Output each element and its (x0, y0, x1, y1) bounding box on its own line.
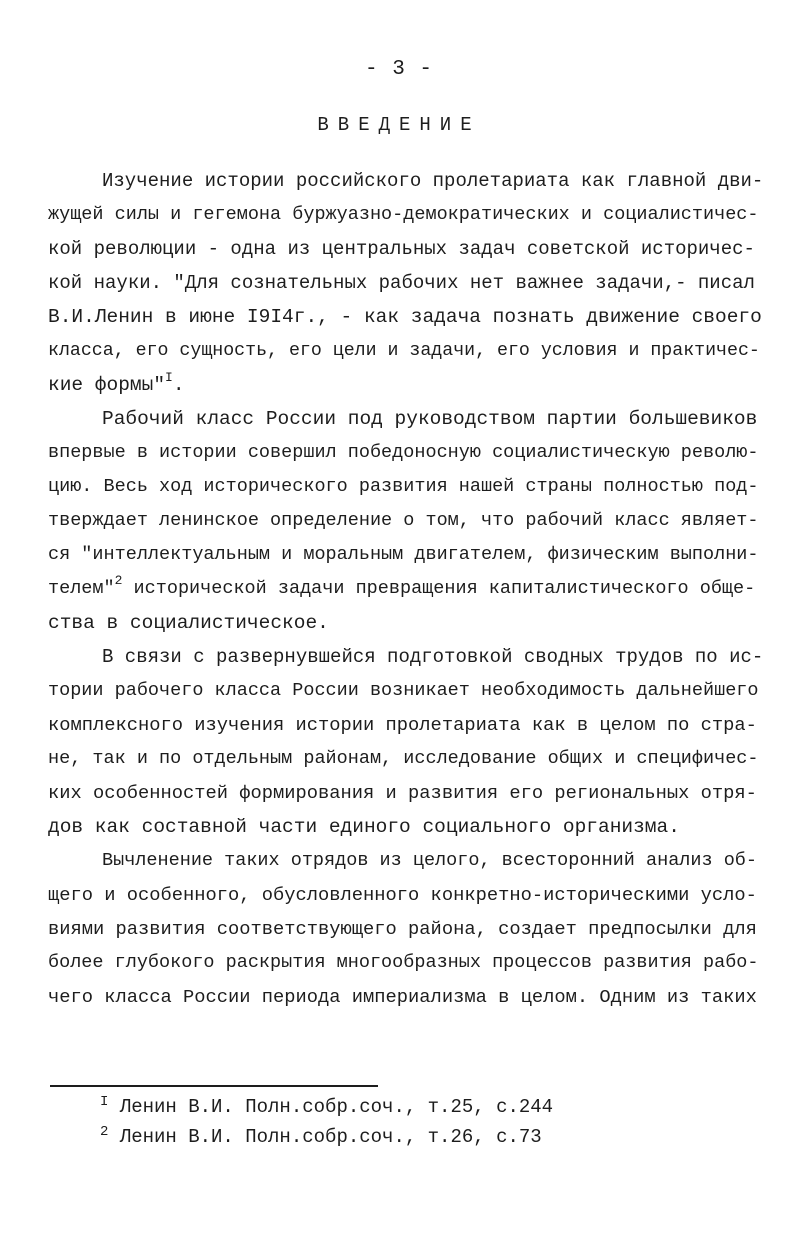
text-line: виями развития соответствующего района, создает предпосылки для (48, 918, 757, 940)
body-text (48, 164, 763, 1014)
text-line: более глубокого раскрытия многообразных процессов развития рабо- (48, 952, 759, 973)
text-line: жущей силы и гегемона буржуазно-демократических и социалистичес- (48, 204, 759, 225)
text-line: кие формы"$^I$. (48, 370, 185, 396)
text-line: щего и особенного, обусловленного конкретно-историческими усло- (48, 884, 757, 906)
text-line: дов как составной части единого социального организма. (48, 816, 680, 838)
text-line: ся "интеллектуальным и моральным двигателем, физическим выполни- (48, 544, 759, 565)
text-line: не, так и по отдельным районам, исследование общих и специфичес- (48, 748, 759, 769)
text-line: класса, его сущность, его цели и задачи, его условия и практичес- (48, 341, 760, 361)
footnote-ref: 2 (114, 573, 123, 588)
footnote-divider (50, 1085, 378, 1087)
text-line: чего класса России периода империализма в целом. Одним из таких (48, 986, 757, 1008)
text-line: кой науки. "Для сознательных рабочих нет важнее задачи,- писал (48, 272, 755, 294)
text-line: В связи с развернувшейся подготовкой сводных трудов по ис- (102, 646, 764, 668)
text-line: тории рабочего класса России возникает необходимость дальнейшего (48, 680, 759, 701)
footnote-ref: I (165, 370, 173, 385)
text-line: комплексного изучения истории пролетариата как в целом по стра- (48, 714, 757, 736)
text-line: впервые в истории совершил победоносную социалистическую револю- (48, 442, 759, 463)
text-line: Изучение истории российского пролетариата как главной дви- (102, 170, 764, 192)
text-line: телем"$^2$ исторической задачи превращения капиталистического обще- (48, 573, 756, 599)
text-line: Вычленение таких отрядов из целого, всесторонний анализ об- (102, 850, 758, 871)
text-line: В.И.Ленин в июне I9I4г., - как задача познать движение своего (48, 306, 762, 328)
section-title: ВВЕДЕНИЕ (317, 114, 481, 136)
text-line: цию. Весь ход исторического развития нашей страны полностью под- (48, 476, 759, 497)
footnote: $^2$ Ленин В.И. Полн.собр.соч., т.26, с.73 (100, 1124, 542, 1148)
footnote: $^I$ Ленин В.И. Полн.собр.соч., т.25, с.244 (100, 1094, 554, 1118)
text-line: ства в социалистическое. (48, 612, 329, 634)
text-line: ких особенностей формирования и развития его региональных отря- (48, 782, 757, 804)
footnote-mark: I (100, 1094, 109, 1110)
text-line: Рабочий класс России под руководством партии большевиков (102, 408, 758, 430)
text-line: тверждает ленинское определение о том, что рабочий класс являет- (48, 510, 759, 531)
footnote-mark: 2 (100, 1124, 109, 1140)
page-number: - 3 - (364, 58, 433, 81)
text-line: кой революции - одна из центральных задач советской историчес- (48, 238, 755, 260)
footnotes (100, 1092, 553, 1152)
